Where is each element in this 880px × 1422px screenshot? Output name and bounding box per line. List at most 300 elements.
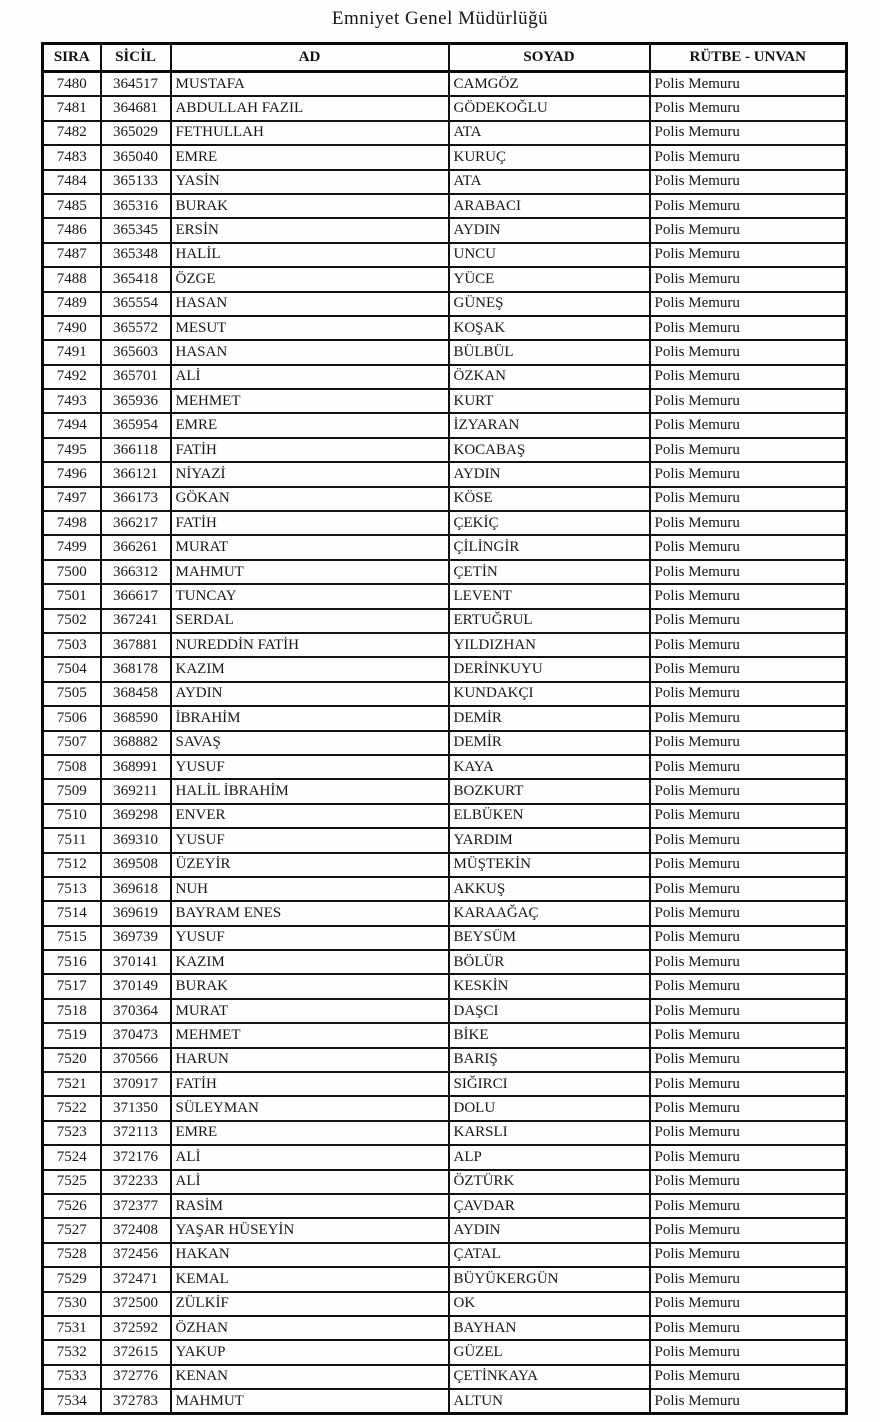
table-row	[43, 926, 847, 950]
cell-soyad: ALP	[449, 1145, 650, 1169]
cell-rutbe-unvan: Polis Memuru	[650, 779, 847, 803]
cell-ad: MURAT	[171, 999, 449, 1023]
cell-soyad: BÜLBÜL	[449, 340, 650, 364]
cell-soyad: YÜCE	[449, 267, 650, 291]
cell-sira: 7488	[43, 267, 101, 291]
table-row	[43, 389, 847, 413]
table-row	[43, 1121, 847, 1145]
cell-sicil: 364517	[101, 72, 171, 97]
cell-sira: 7497	[43, 487, 101, 511]
table-row	[43, 1023, 847, 1047]
table-row	[43, 657, 847, 681]
cell-soyad: BİKE	[449, 1023, 650, 1047]
cell-sicil: 369310	[101, 828, 171, 852]
cell-soyad: YARDIM	[449, 828, 650, 852]
cell-sicil: 372233	[101, 1170, 171, 1194]
cell-soyad: KESKİN	[449, 974, 650, 998]
cell-ad: MEHMET	[171, 1023, 449, 1047]
cell-ad: ABDULLAH FAZIL	[171, 96, 449, 120]
cell-sira: 7482	[43, 121, 101, 145]
cell-rutbe-unvan: Polis Memuru	[650, 511, 847, 535]
cell-sicil: 365603	[101, 340, 171, 364]
cell-soyad: KÖSE	[449, 487, 650, 511]
cell-sira: 7529	[43, 1267, 101, 1291]
cell-sira: 7509	[43, 779, 101, 803]
cell-sira: 7491	[43, 340, 101, 364]
cell-sira: 7502	[43, 609, 101, 633]
cell-sicil: 369618	[101, 877, 171, 901]
cell-soyad: KARAAĞAÇ	[449, 901, 650, 925]
cell-ad: MAHMUT	[171, 1389, 449, 1414]
cell-ad: YUSUF	[171, 755, 449, 779]
cell-ad: GÖKAN	[171, 487, 449, 511]
table-row	[43, 243, 847, 267]
cell-ad: HALİL İBRAHİM	[171, 779, 449, 803]
cell-ad: KAZIM	[171, 950, 449, 974]
cell-soyad: UNCU	[449, 243, 650, 267]
cell-sicil: 367881	[101, 633, 171, 657]
cell-sira: 7519	[43, 1023, 101, 1047]
cell-soyad: ÇETİN	[449, 560, 650, 584]
cell-sira: 7514	[43, 901, 101, 925]
cell-sira: 7527	[43, 1218, 101, 1242]
cell-ad: ÖZHAN	[171, 1316, 449, 1340]
cell-soyad: GÜNEŞ	[449, 292, 650, 316]
table-row	[43, 1170, 847, 1194]
cell-ad: MUSTAFA	[171, 72, 449, 97]
cell-sira: 7480	[43, 72, 101, 97]
cell-ad: HALİL	[171, 243, 449, 267]
cell-rutbe-unvan: Polis Memuru	[650, 1170, 847, 1194]
cell-soyad: DOLU	[449, 1096, 650, 1120]
cell-sira: 7521	[43, 1072, 101, 1096]
col-header-ad: AD	[171, 44, 449, 72]
cell-sira: 7532	[43, 1340, 101, 1364]
cell-sicil: 365701	[101, 365, 171, 389]
cell-soyad: KOŞAK	[449, 316, 650, 340]
table-row	[43, 1389, 847, 1414]
cell-sicil: 365029	[101, 121, 171, 145]
cell-rutbe-unvan: Polis Memuru	[650, 633, 847, 657]
cell-sicil: 370473	[101, 1023, 171, 1047]
cell-ad: EMRE	[171, 413, 449, 437]
cell-rutbe-unvan: Polis Memuru	[650, 121, 847, 145]
cell-soyad: KOCABAŞ	[449, 438, 650, 462]
cell-ad: NİYAZİ	[171, 462, 449, 486]
table-row	[43, 438, 847, 462]
col-header-soyad: SOYAD	[449, 44, 650, 72]
cell-sira: 7515	[43, 926, 101, 950]
table-row	[43, 365, 847, 389]
cell-rutbe-unvan: Polis Memuru	[650, 170, 847, 194]
cell-sicil: 368458	[101, 682, 171, 706]
table-row	[43, 1048, 847, 1072]
cell-soyad: OK	[449, 1292, 650, 1316]
cell-ad: RASİM	[171, 1194, 449, 1218]
cell-rutbe-unvan: Polis Memuru	[650, 145, 847, 169]
cell-soyad: GÜZEL	[449, 1340, 650, 1364]
cell-sicil: 372615	[101, 1340, 171, 1364]
cell-sira: 7534	[43, 1389, 101, 1414]
cell-ad: KAZIM	[171, 657, 449, 681]
cell-sicil: 370364	[101, 999, 171, 1023]
cell-sira: 7510	[43, 804, 101, 828]
cell-ad: HARUN	[171, 1048, 449, 1072]
cell-ad: MEHMET	[171, 389, 449, 413]
table-row	[43, 1194, 847, 1218]
cell-rutbe-unvan: Polis Memuru	[650, 804, 847, 828]
cell-rutbe-unvan: Polis Memuru	[650, 974, 847, 998]
cell-sira: 7520	[43, 1048, 101, 1072]
cell-sicil: 372456	[101, 1243, 171, 1267]
cell-soyad: KUNDAKÇI	[449, 682, 650, 706]
cell-sira: 7499	[43, 535, 101, 559]
cell-rutbe-unvan: Polis Memuru	[650, 218, 847, 242]
cell-rutbe-unvan: Polis Memuru	[650, 243, 847, 267]
cell-sicil: 368991	[101, 755, 171, 779]
cell-ad: FATİH	[171, 511, 449, 535]
cell-sicil: 372783	[101, 1389, 171, 1414]
cell-soyad: İZYARAN	[449, 413, 650, 437]
cell-rutbe-unvan: Polis Memuru	[650, 1389, 847, 1414]
cell-sira: 7490	[43, 316, 101, 340]
cell-soyad: DEMİR	[449, 731, 650, 755]
cell-ad: MAHMUT	[171, 560, 449, 584]
cell-ad: BAYRAM ENES	[171, 901, 449, 925]
cell-sira: 7492	[43, 365, 101, 389]
cell-sicil: 372176	[101, 1145, 171, 1169]
cell-ad: ÖZGE	[171, 267, 449, 291]
table-row	[43, 1218, 847, 1242]
cell-ad: ALİ	[171, 1145, 449, 1169]
table-row	[43, 145, 847, 169]
table-row	[43, 877, 847, 901]
cell-rutbe-unvan: Polis Memuru	[650, 1194, 847, 1218]
cell-sicil: 369211	[101, 779, 171, 803]
cell-sira: 7525	[43, 1170, 101, 1194]
cell-ad: FATİH	[171, 1072, 449, 1096]
cell-soyad: AKKUŞ	[449, 877, 650, 901]
cell-sira: 7498	[43, 511, 101, 535]
cell-ad: ERSİN	[171, 218, 449, 242]
table-row	[43, 218, 847, 242]
cell-ad: TUNCAY	[171, 584, 449, 608]
cell-sicil: 372113	[101, 1121, 171, 1145]
cell-rutbe-unvan: Polis Memuru	[650, 731, 847, 755]
cell-ad: YUSUF	[171, 926, 449, 950]
cell-sira: 7508	[43, 755, 101, 779]
cell-sira: 7513	[43, 877, 101, 901]
cell-soyad: YILDIZHAN	[449, 633, 650, 657]
cell-sira: 7524	[43, 1145, 101, 1169]
cell-soyad: LEVENT	[449, 584, 650, 608]
cell-sicil: 370917	[101, 1072, 171, 1096]
cell-soyad: AYDIN	[449, 1218, 650, 1242]
col-header-sicil: SİCİL	[101, 44, 171, 72]
cell-sira: 7501	[43, 584, 101, 608]
cell-sira: 7506	[43, 706, 101, 730]
cell-rutbe-unvan: Polis Memuru	[650, 901, 847, 925]
cell-sira: 7518	[43, 999, 101, 1023]
table-row	[43, 950, 847, 974]
cell-ad: NUH	[171, 877, 449, 901]
cell-sicil: 370149	[101, 974, 171, 998]
personnel-table	[41, 42, 848, 1415]
col-header-rutbe-unvan: RÜTBE - UNVAN	[650, 44, 847, 72]
cell-sira: 7481	[43, 96, 101, 120]
cell-soyad: KARSLI	[449, 1121, 650, 1145]
cell-rutbe-unvan: Polis Memuru	[650, 853, 847, 877]
cell-ad: SÜLEYMAN	[171, 1096, 449, 1120]
cell-ad: İBRAHİM	[171, 706, 449, 730]
cell-rutbe-unvan: Polis Memuru	[650, 1121, 847, 1145]
cell-ad: BURAK	[171, 194, 449, 218]
cell-soyad: ERTUĞRUL	[449, 609, 650, 633]
cell-rutbe-unvan: Polis Memuru	[650, 1292, 847, 1316]
table-row	[43, 511, 847, 535]
table-row	[43, 560, 847, 584]
cell-soyad: BARIŞ	[449, 1048, 650, 1072]
cell-rutbe-unvan: Polis Memuru	[650, 950, 847, 974]
cell-rutbe-unvan: Polis Memuru	[650, 1048, 847, 1072]
table-row	[43, 609, 847, 633]
cell-sicil: 366173	[101, 487, 171, 511]
table-row	[43, 706, 847, 730]
cell-ad: YAKUP	[171, 1340, 449, 1364]
cell-sicil: 371350	[101, 1096, 171, 1120]
cell-rutbe-unvan: Polis Memuru	[650, 1096, 847, 1120]
table-row	[43, 584, 847, 608]
cell-rutbe-unvan: Polis Memuru	[650, 1267, 847, 1291]
cell-sira: 7503	[43, 633, 101, 657]
cell-sicil: 367241	[101, 609, 171, 633]
cell-soyad: ELBÜKEN	[449, 804, 650, 828]
cell-rutbe-unvan: Polis Memuru	[650, 926, 847, 950]
cell-sira: 7483	[43, 145, 101, 169]
cell-soyad: ÖZKAN	[449, 365, 650, 389]
cell-rutbe-unvan: Polis Memuru	[650, 1340, 847, 1364]
cell-ad: EMRE	[171, 145, 449, 169]
table-row	[43, 316, 847, 340]
cell-rutbe-unvan: Polis Memuru	[650, 487, 847, 511]
cell-soyad: GÖDEKOĞLU	[449, 96, 650, 120]
cell-sira: 7504	[43, 657, 101, 681]
cell-sira: 7533	[43, 1365, 101, 1389]
cell-sicil: 368590	[101, 706, 171, 730]
cell-soyad: KURUÇ	[449, 145, 650, 169]
cell-sira: 7523	[43, 1121, 101, 1145]
cell-sicil: 365554	[101, 292, 171, 316]
cell-soyad: AYDIN	[449, 218, 650, 242]
cell-rutbe-unvan: Polis Memuru	[650, 1218, 847, 1242]
cell-rutbe-unvan: Polis Memuru	[650, 72, 847, 97]
cell-soyad: ALTUN	[449, 1389, 650, 1414]
cell-soyad: KURT	[449, 389, 650, 413]
cell-sira: 7511	[43, 828, 101, 852]
cell-soyad: ÖZTÜRK	[449, 1170, 650, 1194]
table-row	[43, 72, 847, 97]
cell-rutbe-unvan: Polis Memuru	[650, 365, 847, 389]
cell-sicil: 365040	[101, 145, 171, 169]
cell-ad: ÜZEYİR	[171, 853, 449, 877]
page-title: Emniyet Genel Müdürlüğü	[331, 8, 549, 29]
cell-soyad: BAYHAN	[449, 1316, 650, 1340]
cell-sicil: 368882	[101, 731, 171, 755]
cell-soyad: ARABACI	[449, 194, 650, 218]
cell-rutbe-unvan: Polis Memuru	[650, 267, 847, 291]
cell-soyad: ATA	[449, 170, 650, 194]
cell-rutbe-unvan: Polis Memuru	[650, 828, 847, 852]
cell-sicil: 369619	[101, 901, 171, 925]
table-row	[43, 804, 847, 828]
table-row	[43, 121, 847, 145]
table-row	[43, 1365, 847, 1389]
cell-sicil: 365345	[101, 218, 171, 242]
cell-rutbe-unvan: Polis Memuru	[650, 194, 847, 218]
cell-soyad: ATA	[449, 121, 650, 145]
cell-ad: BURAK	[171, 974, 449, 998]
header-row	[43, 44, 847, 72]
cell-sicil: 366617	[101, 584, 171, 608]
cell-rutbe-unvan: Polis Memuru	[650, 999, 847, 1023]
table-row	[43, 96, 847, 120]
cell-soyad: AYDIN	[449, 462, 650, 486]
col-header-sira: SIRA	[43, 44, 101, 72]
cell-sicil: 366217	[101, 511, 171, 535]
cell-sicil: 369508	[101, 853, 171, 877]
cell-sicil: 372377	[101, 1194, 171, 1218]
cell-rutbe-unvan: Polis Memuru	[650, 560, 847, 584]
cell-soyad: DAŞCI	[449, 999, 650, 1023]
cell-sicil: 366312	[101, 560, 171, 584]
cell-sicil: 372776	[101, 1365, 171, 1389]
cell-soyad: MÜŞTEKİN	[449, 853, 650, 877]
cell-sira: 7512	[43, 853, 101, 877]
cell-sicil: 369298	[101, 804, 171, 828]
cell-ad: KENAN	[171, 1365, 449, 1389]
cell-ad: MURAT	[171, 535, 449, 559]
cell-ad: YAŞAR HÜSEYİN	[171, 1218, 449, 1242]
cell-soyad: ÇATAL	[449, 1243, 650, 1267]
cell-soyad: ÇAVDAR	[449, 1194, 650, 1218]
cell-sicil: 365133	[101, 170, 171, 194]
table-row	[43, 1096, 847, 1120]
cell-ad: ALİ	[171, 1170, 449, 1194]
table-row	[43, 853, 847, 877]
cell-ad: NUREDDİN FATİH	[171, 633, 449, 657]
table-row	[43, 1340, 847, 1364]
cell-soyad: CAMGÖZ	[449, 72, 650, 97]
table-row	[43, 779, 847, 803]
cell-soyad: BÖLÜR	[449, 950, 650, 974]
cell-ad: SERDAL	[171, 609, 449, 633]
cell-rutbe-unvan: Polis Memuru	[650, 316, 847, 340]
cell-ad: KEMAL	[171, 1267, 449, 1291]
cell-rutbe-unvan: Polis Memuru	[650, 755, 847, 779]
cell-ad: ENVER	[171, 804, 449, 828]
cell-rutbe-unvan: Polis Memuru	[650, 1243, 847, 1267]
cell-soyad: ÇETİNKAYA	[449, 1365, 650, 1389]
cell-sira: 7505	[43, 682, 101, 706]
cell-sira: 7495	[43, 438, 101, 462]
table-row	[43, 999, 847, 1023]
cell-sira: 7496	[43, 462, 101, 486]
table-row	[43, 1072, 847, 1096]
cell-ad: HASAN	[171, 292, 449, 316]
table-row	[43, 535, 847, 559]
cell-rutbe-unvan: Polis Memuru	[650, 462, 847, 486]
table-row	[43, 1243, 847, 1267]
cell-ad: HAKAN	[171, 1243, 449, 1267]
cell-rutbe-unvan: Polis Memuru	[650, 1365, 847, 1389]
cell-sicil: 366118	[101, 438, 171, 462]
table-row	[43, 731, 847, 755]
table-row	[43, 170, 847, 194]
table-row	[43, 1267, 847, 1291]
cell-soyad: BEYSÜM	[449, 926, 650, 950]
cell-ad: HASAN	[171, 340, 449, 364]
cell-soyad: DERİNKUYU	[449, 657, 650, 681]
cell-rutbe-unvan: Polis Memuru	[650, 682, 847, 706]
cell-rutbe-unvan: Polis Memuru	[650, 584, 847, 608]
cell-sicil: 372500	[101, 1292, 171, 1316]
table-row	[43, 487, 847, 511]
cell-rutbe-unvan: Polis Memuru	[650, 413, 847, 437]
cell-sicil: 366121	[101, 462, 171, 486]
cell-ad: MESUT	[171, 316, 449, 340]
cell-sira: 7500	[43, 560, 101, 584]
cell-rutbe-unvan: Polis Memuru	[650, 706, 847, 730]
cell-rutbe-unvan: Polis Memuru	[650, 1316, 847, 1340]
cell-sicil: 372408	[101, 1218, 171, 1242]
cell-ad: FETHULLAH	[171, 121, 449, 145]
cell-sira: 7484	[43, 170, 101, 194]
table-row	[43, 974, 847, 998]
cell-soyad: DEMİR	[449, 706, 650, 730]
cell-sira: 7507	[43, 731, 101, 755]
cell-soyad: SIĞIRCI	[449, 1072, 650, 1096]
cell-ad: SAVAŞ	[171, 731, 449, 755]
cell-ad: ZÜLKİF	[171, 1292, 449, 1316]
cell-sicil: 372471	[101, 1267, 171, 1291]
cell-sicil: 366261	[101, 535, 171, 559]
table-row	[43, 828, 847, 852]
table-row	[43, 901, 847, 925]
table-row	[43, 1292, 847, 1316]
cell-sira: 7485	[43, 194, 101, 218]
cell-sira: 7493	[43, 389, 101, 413]
cell-ad: EMRE	[171, 1121, 449, 1145]
cell-rutbe-unvan: Polis Memuru	[650, 389, 847, 413]
table-row	[43, 682, 847, 706]
cell-rutbe-unvan: Polis Memuru	[650, 1072, 847, 1096]
cell-rutbe-unvan: Polis Memuru	[650, 609, 847, 633]
cell-sicil: 365348	[101, 243, 171, 267]
cell-soyad: ÇEKİÇ	[449, 511, 650, 535]
cell-sira: 7517	[43, 974, 101, 998]
cell-rutbe-unvan: Polis Memuru	[650, 1023, 847, 1047]
cell-rutbe-unvan: Polis Memuru	[650, 96, 847, 120]
cell-ad: AYDIN	[171, 682, 449, 706]
cell-sicil: 369739	[101, 926, 171, 950]
cell-soyad: KAYA	[449, 755, 650, 779]
cell-ad: YASİN	[171, 170, 449, 194]
cell-sira: 7494	[43, 413, 101, 437]
cell-soyad: BÜYÜKERGÜN	[449, 1267, 650, 1291]
cell-rutbe-unvan: Polis Memuru	[650, 438, 847, 462]
table-row	[43, 413, 847, 437]
cell-rutbe-unvan: Polis Memuru	[650, 535, 847, 559]
